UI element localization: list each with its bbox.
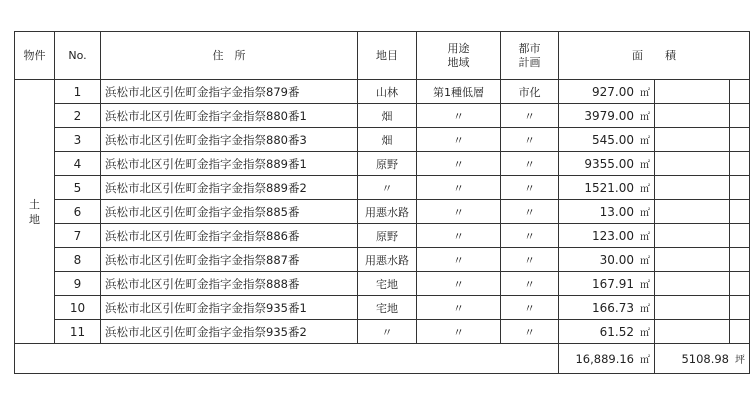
- parcel-zoning: 〃: [417, 296, 501, 320]
- header-row: [15, 32, 750, 80]
- parcel-no: 1: [55, 80, 101, 104]
- parcel-land-category: 〃: [358, 176, 417, 200]
- table-row: [15, 200, 750, 224]
- parcel-urban-planning: 〃: [501, 224, 559, 248]
- parcel-zoning: 〃: [417, 224, 501, 248]
- parcel-urban-planning: 〃: [501, 320, 559, 344]
- parcel-blank-1: [655, 176, 730, 200]
- parcel-address: 浜松市北区引佐町金指字金指祭889番1: [101, 152, 358, 176]
- table-row: [15, 128, 750, 152]
- parcel-area: [559, 152, 655, 176]
- parcel-no: 5: [55, 176, 101, 200]
- parcel-address: 浜松市北区引佐町金指字金指祭935番2: [101, 320, 358, 344]
- parcel-area-unit: ㎡: [640, 88, 650, 99]
- parcel-address: 浜松市北区引佐町金指字金指祭888番: [101, 272, 358, 296]
- parcel-address: 浜松市北区引佐町金指字金指祭879番: [101, 80, 358, 104]
- parcel-area-unit: ㎡: [640, 184, 650, 195]
- parcel-zoning: 第1種低層: [417, 80, 501, 104]
- parcel-blank-2: [730, 296, 750, 320]
- parcel-blank-2: [730, 152, 750, 176]
- parcel-area-unit: ㎡: [640, 232, 650, 243]
- parcel-blank-2: [730, 200, 750, 224]
- total-row-spacer: [15, 344, 559, 374]
- header-urban-line2: 計画: [518, 55, 541, 69]
- parcel-address: 浜松市北区引佐町金指字金指祭889番2: [101, 176, 358, 200]
- parcel-area-unit: ㎡: [640, 160, 650, 171]
- table-row: [15, 176, 750, 200]
- parcel-no: 3: [55, 128, 101, 152]
- parcel-area-unit: ㎡: [640, 304, 650, 315]
- parcel-zoning: 〃: [417, 320, 501, 344]
- parcel-urban-planning: 〃: [501, 296, 559, 320]
- total-area-tsubo: [655, 344, 750, 374]
- parcel-no: 2: [55, 104, 101, 128]
- parcel-no: 11: [55, 320, 101, 344]
- parcel-area: [559, 176, 655, 200]
- header-zoning-line1: 用途: [447, 41, 470, 55]
- land-property-sheet: [14, 31, 750, 374]
- parcel-no: 4: [55, 152, 101, 176]
- header-address: 住 所: [101, 32, 358, 80]
- parcel-address: 浜松市北区引佐町金指字金指祭935番1: [101, 296, 358, 320]
- parcel-no: 7: [55, 224, 101, 248]
- parcel-blank-1: [655, 248, 730, 272]
- parcel-blank-1: [655, 200, 730, 224]
- parcel-area: [559, 320, 655, 344]
- parcel-land-category: 畑: [358, 104, 417, 128]
- parcel-zoning: 〃: [417, 200, 501, 224]
- parcel-land-category: 畑: [358, 128, 417, 152]
- parcel-no: 8: [55, 248, 101, 272]
- parcel-address: 浜松市北区引佐町金指字金指祭887番: [101, 248, 358, 272]
- property-type-char: 地: [29, 212, 40, 226]
- parcel-urban-planning: 〃: [501, 152, 559, 176]
- total-area-tsubo-unit: 坪: [735, 355, 745, 366]
- table-row: [15, 320, 750, 344]
- header-zoning-line2: 地域: [447, 55, 470, 69]
- parcel-area-unit: ㎡: [640, 136, 650, 147]
- total-area-sqm: [559, 344, 655, 374]
- parcel-blank-2: [730, 224, 750, 248]
- parcel-area: [559, 272, 655, 296]
- parcel-area-unit: ㎡: [640, 280, 650, 291]
- parcel-blank-2: [730, 128, 750, 152]
- parcel-address: 浜松市北区引佐町金指字金指祭880番3: [101, 128, 358, 152]
- header-property: 物件: [15, 32, 55, 80]
- table-row: [15, 248, 750, 272]
- header-land-category: 地目: [358, 32, 417, 80]
- parcel-area: [559, 248, 655, 272]
- parcel-urban-planning: 〃: [501, 128, 559, 152]
- parcel-zoning: 〃: [417, 272, 501, 296]
- table-row: [15, 272, 750, 296]
- parcel-zoning: 〃: [417, 104, 501, 128]
- total-area-sqm-value: 16,889.16: [575, 352, 634, 366]
- parcel-area-value: 167.91: [592, 277, 634, 291]
- parcel-zoning: 〃: [417, 128, 501, 152]
- total-area-tsubo-value: 5108.98: [681, 352, 729, 366]
- parcel-blank-2: [730, 104, 750, 128]
- parcel-area: [559, 200, 655, 224]
- parcel-urban-planning: 〃: [501, 176, 559, 200]
- parcel-area-value: 1521.00: [584, 181, 634, 195]
- parcel-area-value: 61.52: [599, 325, 634, 339]
- parcel-no: 10: [55, 296, 101, 320]
- parcel-blank-1: [655, 320, 730, 344]
- table-row: [15, 80, 750, 104]
- parcel-blank-1: [655, 224, 730, 248]
- parcel-urban-planning: 〃: [501, 104, 559, 128]
- parcel-urban-planning: 〃: [501, 248, 559, 272]
- parcel-area-value: 166.73: [592, 301, 634, 315]
- land-parcel-table: [14, 31, 750, 374]
- parcel-area-unit: ㎡: [640, 256, 650, 267]
- parcel-no: 9: [55, 272, 101, 296]
- parcel-blank-1: [655, 128, 730, 152]
- parcel-land-category: 用悪水路: [358, 248, 417, 272]
- property-type-cell: [15, 80, 55, 344]
- parcel-area-unit: ㎡: [640, 112, 650, 123]
- parcel-area-unit: ㎡: [640, 328, 650, 339]
- parcel-zoning: 〃: [417, 152, 501, 176]
- property-type-char: 土: [29, 197, 40, 211]
- parcel-blank-2: [730, 80, 750, 104]
- table-body: [15, 32, 750, 374]
- parcel-area-value: 13.00: [599, 205, 634, 219]
- parcel-land-category: 用悪水路: [358, 200, 417, 224]
- parcel-address: 浜松市北区引佐町金指字金指祭886番: [101, 224, 358, 248]
- parcel-blank-2: [730, 176, 750, 200]
- parcel-blank-2: [730, 320, 750, 344]
- parcel-urban-planning: 〃: [501, 200, 559, 224]
- parcel-zoning: 〃: [417, 176, 501, 200]
- parcel-blank-1: [655, 104, 730, 128]
- parcel-no: 6: [55, 200, 101, 224]
- parcel-land-category: 原野: [358, 224, 417, 248]
- parcel-land-category: 山林: [358, 80, 417, 104]
- parcel-zoning: 〃: [417, 248, 501, 272]
- parcel-address: 浜松市北区引佐町金指字金指祭880番1: [101, 104, 358, 128]
- header-urban-planning: [501, 32, 559, 80]
- header-area: 面 積: [559, 32, 750, 80]
- parcel-area-value: 927.00: [592, 85, 634, 99]
- parcel-blank-1: [655, 296, 730, 320]
- header-no: No.: [55, 32, 101, 80]
- parcel-land-category: 宅地: [358, 272, 417, 296]
- parcel-area: [559, 104, 655, 128]
- parcel-area-value: 3979.00: [584, 109, 634, 123]
- total-area-sqm-unit: ㎡: [640, 355, 650, 366]
- parcel-address: 浜松市北区引佐町金指字金指祭885番: [101, 200, 358, 224]
- parcel-area: [559, 128, 655, 152]
- header-zoning: [417, 32, 501, 80]
- parcel-blank-2: [730, 272, 750, 296]
- parcel-area: [559, 80, 655, 104]
- parcel-urban-planning: 市化: [501, 80, 559, 104]
- parcel-area-value: 545.00: [592, 133, 634, 147]
- total-row: [15, 344, 750, 374]
- table-row: [15, 296, 750, 320]
- parcel-blank-1: [655, 272, 730, 296]
- parcel-urban-planning: 〃: [501, 272, 559, 296]
- parcel-blank-2: [730, 248, 750, 272]
- parcel-blank-1: [655, 152, 730, 176]
- parcel-land-category: 宅地: [358, 296, 417, 320]
- parcel-area: [559, 224, 655, 248]
- header-urban-line1: 都市: [518, 41, 541, 55]
- parcel-blank-1: [655, 80, 730, 104]
- table-row: [15, 104, 750, 128]
- table-row: [15, 224, 750, 248]
- parcel-land-category: 〃: [358, 320, 417, 344]
- parcel-area-value: 9355.00: [584, 157, 634, 171]
- parcel-area: [559, 296, 655, 320]
- parcel-land-category: 原野: [358, 152, 417, 176]
- parcel-area-unit: ㎡: [640, 208, 650, 219]
- table-row: [15, 152, 750, 176]
- parcel-area-value: 30.00: [599, 253, 634, 267]
- parcel-area-value: 123.00: [592, 229, 634, 243]
